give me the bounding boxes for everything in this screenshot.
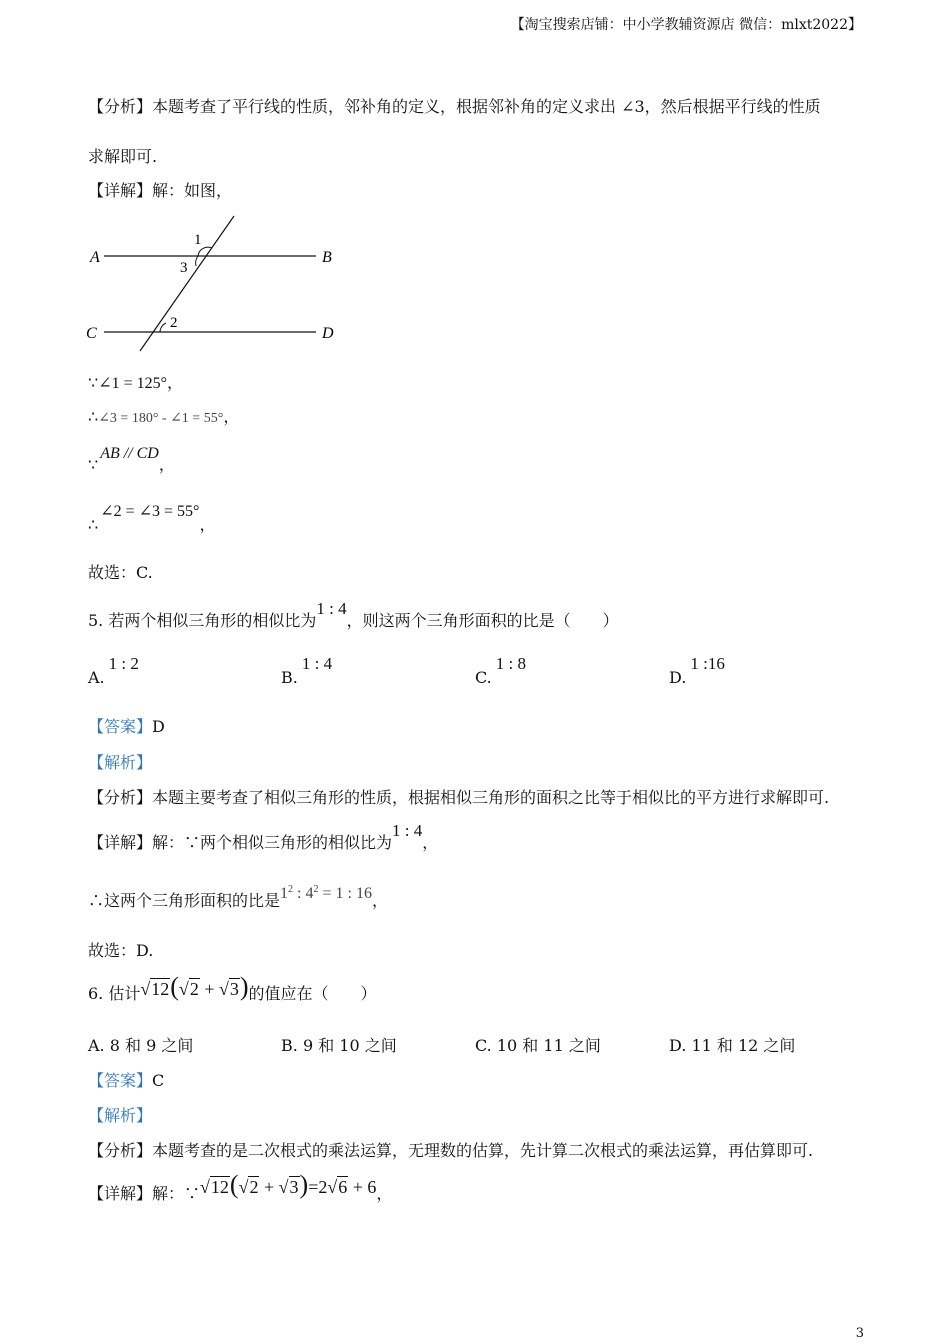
step3-punct: ， <box>158 455 175 474</box>
q4-analysis-line2: 求解即可. <box>88 147 158 166</box>
q6-option-c[interactable] <box>475 1033 601 1056</box>
option-label: C. <box>475 668 492 687</box>
option-text: 10 和 11 之间 <box>496 1036 601 1055</box>
q5-result-punct: ， <box>371 891 388 910</box>
q5-stem-pre: 5. 若两个相似三角形的相似比为 <box>88 611 317 630</box>
option-value: 1 : 8 <box>495 654 526 673</box>
q6-detail-pre: 【详解】解：∵ <box>88 1184 201 1203</box>
option-label: A. <box>88 1036 105 1055</box>
page-header: 【淘宝搜索店铺：中小学教辅资源店 微信：mlxt2022】 <box>510 17 862 33</box>
therefore-symbol: ∴ <box>88 407 99 426</box>
q6-analysis: 【分析】本题考查的是二次根式的乘法运算，无理数的估算，先计算二次根式的乘法运算，再估算即可. <box>88 1141 814 1160</box>
q6-stem-post: 的值应在（ ） <box>248 984 377 1003</box>
option-text: 11 和 12 之间 <box>691 1036 796 1055</box>
q5-option-d[interactable] <box>669 654 725 687</box>
q5-conclusion: 故选：D. <box>88 941 154 960</box>
answer-value: D <box>152 717 165 736</box>
angle-3-arc <box>196 256 198 266</box>
option-text: 9 和 10 之间 <box>302 1036 397 1055</box>
because-symbol: ∵ <box>88 455 99 474</box>
page-number: 3 <box>855 1326 864 1341</box>
q6-detail-expression: √12(√2 + √3)=2√6 + 6 <box>200 1170 377 1199</box>
step2-math: ∠3 = 180° - ∠1 = 55° <box>98 411 224 426</box>
answer-tag: 【答案】 <box>88 1071 153 1090</box>
angle-1-label: 1 <box>194 232 202 248</box>
q4-detail-intro: 【详解】解：如图， <box>88 181 233 200</box>
q4-analysis-line1: 【分析】本题考查了平行线的性质，邻补角的定义，根据邻补角的定义求出 ∠3，然后根据平行线的性质 <box>88 97 821 116</box>
answer-value: C <box>152 1071 165 1090</box>
q6-stem-pre: 6. 估计 <box>88 984 141 1003</box>
q4-step2 <box>88 404 239 427</box>
option-text: 8 和 9 之间 <box>109 1036 194 1055</box>
point-a-label: A <box>90 249 100 266</box>
q6-option-d[interactable] <box>669 1033 795 1056</box>
q5-detail-ratio: 1 : 4 <box>392 821 423 840</box>
q5-jiexi-tag: 【解析】 <box>88 753 153 772</box>
q4-step4 <box>88 498 216 534</box>
option-value: 1 : 2 <box>108 654 139 673</box>
point-b-label: B <box>322 249 332 266</box>
q5-analysis: 【分析】本题主要考查了相似三角形的性质，根据相似三角形的面积之比等于相似比的平方进行求解即可. <box>88 788 830 807</box>
q5-detail-pre: 【详解】解：∵两个相似三角形的相似比为 <box>88 833 393 852</box>
option-label: C. <box>475 1036 492 1055</box>
q5-option-b[interactable] <box>281 654 333 687</box>
option-label: A. <box>88 668 105 687</box>
step3-math: AB // CD <box>100 445 159 462</box>
parallel-lines-figure <box>80 210 360 360</box>
transversal-line <box>140 216 234 351</box>
step4-punct: ， <box>199 515 216 534</box>
step4-math: ∠2 = ∠3 = 55° <box>100 503 200 520</box>
q4-step3 <box>88 440 175 474</box>
option-value: 1 :16 <box>690 654 725 673</box>
q5-stem <box>88 596 619 630</box>
q6-expression: √12(√2 + √3) <box>140 972 249 1001</box>
option-value: 1 : 4 <box>301 654 333 673</box>
q4-conclusion: 故选：C. <box>88 563 153 582</box>
q6-stem <box>88 972 377 1002</box>
q6-option-a[interactable] <box>88 1033 193 1056</box>
q5-result <box>88 880 388 910</box>
q5-result-math: $1^2$ : $4^2 = 1$ : 16 <box>280 884 372 902</box>
step1-math: ∠1 = 125° <box>98 375 168 392</box>
q5-stem-ratio: 1 : 4 <box>316 599 347 618</box>
step1-punct: ， <box>167 373 184 392</box>
option-label: D. <box>669 1036 687 1055</box>
q5-option-c[interactable] <box>475 654 526 687</box>
q6-detail <box>88 1170 393 1203</box>
answer-tag: 【答案】 <box>88 717 153 736</box>
q5-detail <box>88 818 439 852</box>
angle-3-label: 3 <box>180 260 188 276</box>
option-label: D. <box>669 668 687 687</box>
q6-detail-punct: ， <box>376 1184 393 1203</box>
angle-2-arc <box>160 323 166 332</box>
therefore-symbol: ∴ <box>88 515 99 534</box>
q5-answer <box>88 714 165 737</box>
step2-punct: ， <box>223 407 240 426</box>
angle-2-label: 2 <box>170 315 178 331</box>
q5-option-a[interactable] <box>88 654 139 687</box>
option-label: B. <box>281 668 298 687</box>
option-label: B. <box>281 1036 298 1055</box>
point-c-label: C <box>86 325 97 342</box>
q6-option-b[interactable] <box>281 1033 397 1056</box>
q5-stem-post: ，则这两个三角形面积的比是（ ） <box>346 611 619 630</box>
q6-answer <box>88 1068 164 1091</box>
because-symbol: ∵ <box>88 373 99 392</box>
q5-detail-punct: ， <box>422 833 439 852</box>
point-d-label: D <box>322 325 334 342</box>
q6-jiexi-tag: 【解析】 <box>88 1106 153 1125</box>
q4-step1 <box>88 370 183 393</box>
q5-result-pre: ∴这两个三角形面积的比是 <box>88 891 281 910</box>
